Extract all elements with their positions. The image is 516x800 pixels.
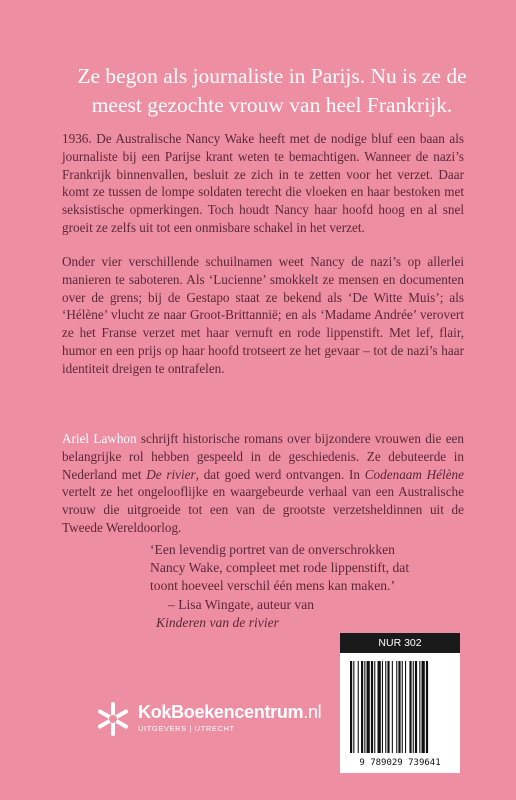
barcode-bar [419,661,420,753]
quote-attribution: – Lisa Wingate, auteur van [168,596,315,612]
barcode-bar [422,661,425,753]
publisher-logo [98,700,328,740]
publisher-subtitle: UITGEVERS | UTRECHT [138,724,235,733]
quote-line-1: ‘Een levendig portret van de onverschrokken [150,542,395,557]
quote-source-book: Kinderen van de rivier [156,614,279,630]
barcode-bar [358,661,359,753]
barcode-bar [382,661,383,753]
barcode-bar [371,661,373,753]
quote-line-2: Nancy Wake, compleet met rode lippenstift, dat [150,560,410,576]
barcode-bar [396,661,397,753]
publisher-name-text: KokBoekencentrum [138,702,304,722]
barcode-bar [374,661,375,753]
barcode-bar [350,661,352,753]
publisher-star-icon [98,702,128,736]
barcode-bar [415,661,417,753]
nur-code: NUR 302 [340,633,460,653]
review-quote [150,541,440,632]
barcode-bar [364,661,365,753]
publisher-domain-suffix: .nl [303,702,322,722]
barcode-bar [398,661,400,753]
author-bio-text-3: vertelt ze het ongelooflijke en waargebeurde verhaal van een Australische vrouw die uitgroeide tot een van de grootste verzetsheldinnen uit de Tweede Wereldoorlog. [62,484,464,535]
author-name: Ariel Lawhon [62,431,137,446]
barcode-bar [367,661,370,753]
isbn-number: 9 789029 739641 [359,758,441,768]
book-title-codenaam-helene: Codenaam Hélène [364,466,464,482]
book-title-de-rivier: De rivier [146,466,196,482]
barcode-bar [353,661,354,753]
author-bio-text-2: , dat goed werd ontvangen. In [195,466,365,482]
blurb-paragraph-intro: 1936. De Australische Nancy Wake heeft met de nodige bluf een baan als journaliste bij een Parijse krant weten te bemachtigen. Wanneer de nazi’s Frankrijk binnenvallen, besluit ze zich in te zetten voor het verzet. Daar komt ze tussen de lompe soldaten terecht die vloeken en haar bestoken met seksistische opmerkingen. Toch houdt Nancy haar hoofd hoog en al snel groeit ze zelfs uit tot een onmisbare schakel in het verzet. [62,131,464,235]
publisher-name [138,702,321,723]
barcode-bar [402,661,403,753]
blurb-paragraph-aliases: Onder vier verschillende schuilnamen weet Nancy de nazi’s op allerlei manieren te saboteren. Als ‘Lucienne’ smokkelt ze mensen en documenten over de grens; bij de Gestapo staat ze bekend als ‘De Witte Muis’; als ‘Hélène’ vlucht ze naar Groot-Brittannië; en als ‘Madame Andrée’ verovert ze het Franse verzet met haar vernuft en rode lippenstift. Met lef, flair, humor en een prijs op haar hoofd trotseert ze het gevaar – tot de nazi’s haar identiteit dreigen te ontrafelen. [62,254,464,376]
headline-line-1: Ze begon als journaliste in Parijs. Nu is ze de [77,64,467,88]
barcode-bar [413,661,414,753]
barcode-bar [426,661,428,753]
author-bio-paragraph [62,430,464,537]
author-bio-text-1: schrijft historische romans over bijzondere vrouwen die een belangrijke rol hebben gespeeld in de geschiedenis. Ze debuteerde in Nederland met [62,431,465,482]
barcode-bar [392,661,393,753]
barcode-bar [378,661,381,753]
barcode-bar [361,661,363,753]
back-cover-headline [62,62,482,120]
headline-line-2: meest gezochte vrouw van heel Frankrijk. [91,93,453,117]
barcode-box [340,633,460,773]
barcode-bar [387,661,389,753]
barcode-bar [385,661,386,753]
barcode-icon [350,661,450,756]
barcode-bar [409,661,411,753]
quote-line-3: toont hoeveel verschil één mens kan maken.’ [150,578,395,594]
barcode-bar [405,661,406,753]
